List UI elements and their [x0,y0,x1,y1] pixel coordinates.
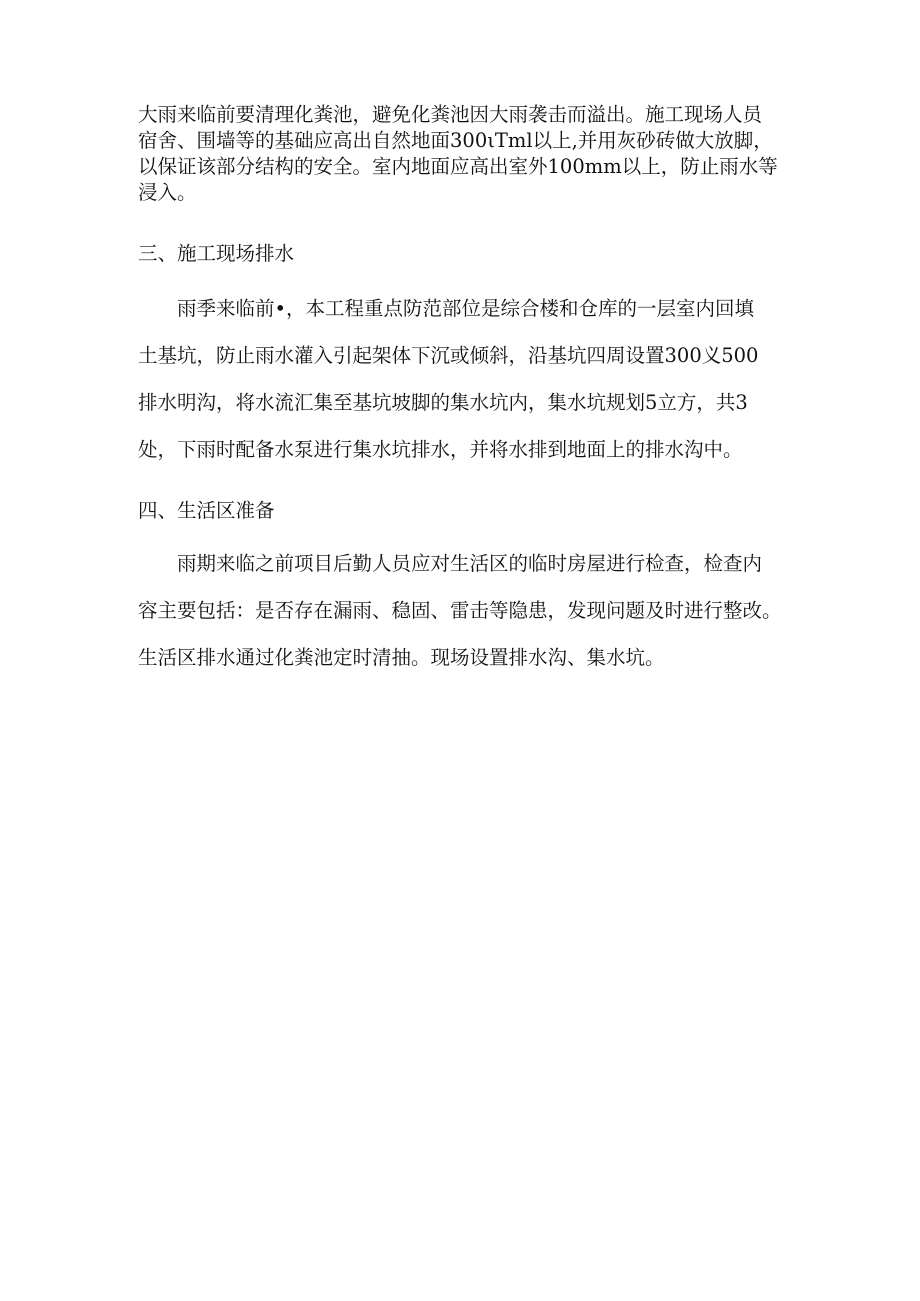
text-line: 以保证该部分结构的安全。室内地面应高出室外100mm以上，防止雨水等 [138,155,778,178]
text-line: 生活区排水通过化粪池定时清抽。现场设置排水沟、集水坑。 [138,646,665,669]
text-line: 大雨来临前要清理化粪池，避免化粪池因大雨袭击而溢出。施工现场人员 [138,103,763,126]
paragraph-septic-tank [138,102,798,206]
text-line: 雨季来临前•，本工程重点防范部位是综合楼和仓库的一层室内回填 [138,297,755,320]
text-line: 容主要包括：是否存在漏雨、稳固、雷击等隐患，发现问题及时进行整改。 [138,599,782,622]
text-line: 处，下雨时配备水泵进行集水坑排水，并将水排到地面上的排水沟中。 [138,438,743,461]
section-heading-drainage: 三、施工现场排水 [138,242,295,265]
text-line: 土基坑，防止雨水灌入引起架体下沉或倾斜，沿基坑四周设置300义500 [138,344,759,367]
text-line: 宿舍、围墙等的基础应高出自然地面300ιTml以上,并用灰砂砖做大放脚， [138,129,773,152]
paragraph-drainage [138,285,798,473]
text-line: 排水明沟，将水流汇集至基坑坡脚的集水坑内，集水坑规划5立方，共3 [138,391,748,414]
section-heading-living-area: 四、生活区准备 [138,499,275,522]
text-line: 浸入。 [138,181,197,204]
paragraph-living-area [138,540,798,681]
text-line: 雨期来临之前项目后勤人员应对生活区的临时房屋进行检查，检查内 [138,552,763,575]
